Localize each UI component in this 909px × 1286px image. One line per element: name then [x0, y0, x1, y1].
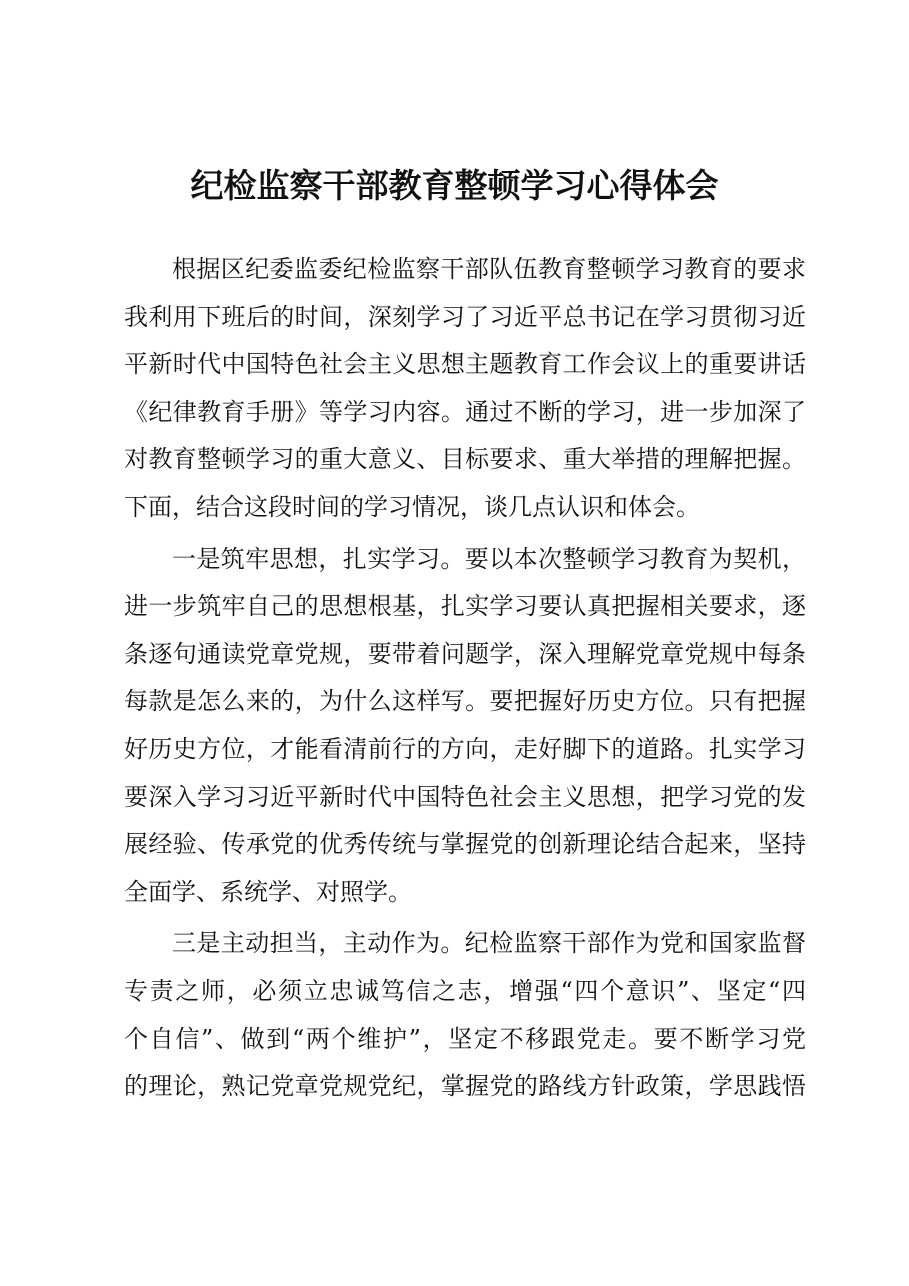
paragraph-2-line-6: 要深入学习习近平新时代中国特色社会主义思想，把学习党的发 — [124, 782, 806, 811]
paragraph-2-line-1: 一是筑牢思想，扎实学习。要以本次整顿学习教育为契机， — [172, 544, 806, 573]
paragraph-1-line-1: 根据区纪委监委纪检监察干部队伍教育整顿学习教育的要求 — [172, 255, 806, 283]
paragraph-1-line-2: 我利用下班后的时间，深刻学习了习近平总书记在学习贯彻习近 — [124, 302, 806, 331]
paragraph-1-line-4: 《纪律教育手册》等学习内容。通过不断的学习，进一步加深了 — [124, 397, 806, 426]
paragraph-3-line-1: 三是主动担当，主动作为。纪检监察干部作为党和国家监督 — [172, 929, 806, 958]
paragraph-2-line-7: 展经验、传承党的优秀传统与掌握党的创新理论结合起来，坚持 — [124, 830, 806, 859]
document-body — [124, 246, 806, 1111]
paragraph-2-line-8: 全面学、系统学、对照学。 — [124, 877, 412, 906]
paragraph-2-line-5: 好历史方位，才能看清前行的方向，走好脚下的道路。扎实学习 — [124, 734, 806, 763]
paragraph-3-line-2: 专责之师，必须立忠诚笃信之志，增强“四个意识”、坚定“四 — [124, 976, 806, 1005]
paragraph-3-line-4: 的理论，熟记党章党规党纪，掌握党的路线方针政策，学思践悟 — [124, 1072, 806, 1101]
paragraph-2-line-4: 每款是怎么来的，为什么这样写。要把握好历史方位。只有把握 — [124, 687, 806, 716]
paragraph-2-line-2: 进一步筑牢自己的思想根基，扎实学习要认真把握相关要求，逐 — [124, 592, 806, 621]
document-title: 纪检监察干部教育整顿学习心得体会 — [190, 166, 719, 205]
paragraph-2-line-3: 条逐句通读党章党规，要带着问题学，深入理解党章党规中每条 — [124, 639, 806, 668]
paragraph-3-line-3: 个自信”、做到“两个维护”，坚定不移跟党走。要不断学习党 — [124, 1024, 806, 1053]
paragraph-1-line-3: 平新时代中国特色社会主义思想主题教育工作会议上的重要讲话 — [124, 350, 806, 379]
paragraph-1-line-5: 对教育整顿学习的重大意义、目标要求、重大举措的理解把握。 — [124, 445, 806, 474]
paragraph-1-line-6: 下面，结合这段时间的学习情况，谈几点认识和体会。 — [124, 492, 700, 521]
